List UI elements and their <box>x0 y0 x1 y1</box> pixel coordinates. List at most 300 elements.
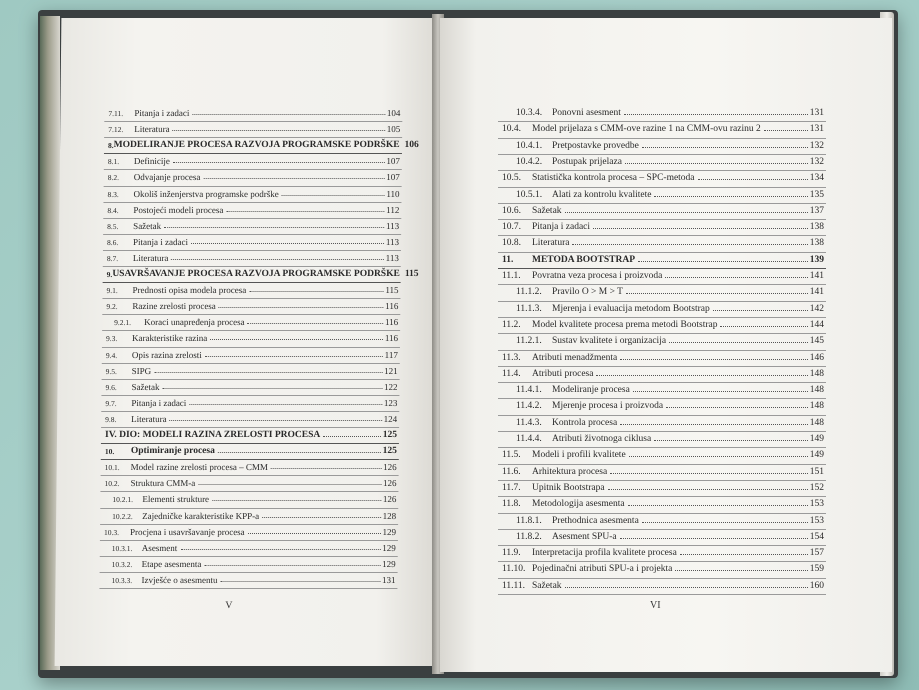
right-page <box>440 18 892 672</box>
toc-entry-title: Modeli i profili kvalitete <box>532 450 626 461</box>
toc-entry <box>502 238 824 248</box>
toc-entry <box>107 205 399 215</box>
toc-leader-dots <box>629 455 808 457</box>
toc-entry <box>112 559 396 569</box>
toc-rule <box>100 572 398 573</box>
toc-entry <box>516 287 824 297</box>
toc-entry-number: 11. <box>502 254 514 265</box>
toc-rule <box>101 475 399 476</box>
toc-leader-dots <box>171 258 383 260</box>
toc-entry-page: 129 <box>382 558 396 569</box>
toc-rule <box>103 266 401 267</box>
toc-entry <box>516 532 824 542</box>
toc-entry-title: Arhitektura procesa <box>532 466 608 477</box>
toc-entry-title: Izvješće o asesmentu <box>141 574 218 585</box>
toc-entry-page: 124 <box>383 413 398 424</box>
toc-entry-number: 9.7. <box>105 398 117 408</box>
toc-entry-number: 11.4.3. <box>516 417 542 428</box>
toc-entry-title: Sažetak <box>532 580 562 591</box>
toc-entry-title: Model kvalitete procesa prema metodi Bootstrap <box>532 319 718 330</box>
toc-leader-dots <box>713 309 808 311</box>
toc-entry <box>112 494 396 504</box>
toc-entry-title: USAVRŠAVANJE PROCESA RAZVOJA PROGRAMSKE PODRŠKE <box>112 269 400 279</box>
toc-rule <box>101 443 399 444</box>
toc-entry-title: Literatura <box>132 252 169 263</box>
toc-entry-title: Statistička kontrola procesa – SPC-metoda <box>532 173 695 184</box>
toc-rule <box>100 524 398 525</box>
toc-entry <box>516 434 824 444</box>
toc-entry-title: Procjena i usavršavanje procesa <box>129 526 245 537</box>
toc-entry-title: Mjerenja i evaluacija metodom Bootstrap <box>552 303 710 314</box>
toc-entry <box>516 304 824 314</box>
toc-entry <box>502 353 824 363</box>
toc-entry-page: 148 <box>809 401 824 412</box>
toc-leader-dots <box>191 242 384 244</box>
toc-entry-number: 10.3.3. <box>111 575 133 585</box>
toc-entry-title: Alati za kontrolu kvalitete <box>552 189 652 200</box>
toc-entry-number: 11.8.1. <box>516 515 542 526</box>
toc-rule <box>498 235 826 236</box>
toc-leader-dots <box>226 210 384 212</box>
toc-entry-title: Koraci unapređenja procesa <box>144 317 245 328</box>
left-page <box>55 18 440 666</box>
toc-entry <box>104 527 396 537</box>
toc-entry-title: Pravilo O > M > T <box>552 287 623 298</box>
toc-leader-dots <box>323 435 381 437</box>
toc-rule <box>498 447 826 448</box>
toc-entry-title: Ponovni asesment <box>552 108 621 118</box>
toc-rule <box>498 415 826 416</box>
toc-leader-dots <box>173 129 385 131</box>
toc-entry <box>516 190 824 200</box>
toc-entry <box>107 253 399 263</box>
toc-entry-number: 10.3. <box>103 527 120 537</box>
toc-entry-number: 7.11. <box>108 109 124 118</box>
toc-entry <box>516 516 824 526</box>
toc-entry <box>108 124 400 134</box>
toc-entry-page: 132 <box>809 140 824 151</box>
toc-entry-title: Povratna veza procesa i proizvoda <box>532 271 663 281</box>
toc-entry-title: Pitanja i zadaci <box>132 236 189 247</box>
toc-leader-dots <box>665 276 807 278</box>
toc-rule <box>103 250 401 251</box>
toc-leader-dots <box>608 488 808 490</box>
toc-entry-number: 10.8. <box>502 238 521 249</box>
toc-rule <box>498 252 826 253</box>
toc-entry-page: 149 <box>809 434 824 444</box>
toc-entry-page: 105 <box>386 124 401 135</box>
toc-entry-page: 138 <box>809 222 824 233</box>
toc-entry-title: Kontrola procesa <box>552 417 618 428</box>
toc-entry-page: 157 <box>809 548 824 559</box>
toc-entry <box>106 301 398 311</box>
toc-rule <box>101 411 399 412</box>
toc-rule <box>498 480 826 481</box>
toc-entry-page: 123 <box>383 397 398 408</box>
toc-entry-number: 10.2.2. <box>112 511 133 521</box>
toc-entry-title: Postupak prijelaza <box>552 156 622 167</box>
toc-entry-page: 110 <box>386 188 400 199</box>
toc-entry <box>502 124 824 134</box>
toc-rule <box>498 464 826 465</box>
toc-leader-dots <box>624 113 808 115</box>
toc-entry-number: 10.5.1. <box>516 189 543 200</box>
toc-entry-title: Literatura <box>532 238 570 249</box>
toc-rule <box>498 561 826 562</box>
toc-rule <box>101 459 399 460</box>
toc-entry-title: SIPG <box>131 365 152 376</box>
toc-entry-number: 10.3.2. <box>111 559 133 569</box>
toc-entry <box>516 108 824 118</box>
toc-rule <box>498 431 826 432</box>
toc-rule <box>498 301 826 302</box>
toc-leader-dots <box>764 129 808 131</box>
toc-entry-page: 132 <box>809 156 824 167</box>
toc-entry-number: 11.9. <box>502 548 521 559</box>
toc-leader-dots <box>205 355 383 357</box>
toc-leader-dots <box>180 548 380 550</box>
toc-entry <box>106 366 398 376</box>
toc-entry <box>502 222 824 232</box>
toc-entry-page: 134 <box>809 173 824 184</box>
toc-leader-dots <box>220 580 380 582</box>
toc-leader-dots <box>642 521 808 523</box>
toc-entry-title: Mjerenje procesa i proizvoda <box>552 401 664 412</box>
toc-entry-number: 11.5. <box>502 450 521 461</box>
toc-entry-title: Atributi životnoga ciklusa <box>552 434 652 444</box>
toc-rule <box>103 202 401 203</box>
toc-entry <box>516 401 824 411</box>
toc-leader-dots <box>675 569 807 571</box>
toc-rule <box>103 234 401 235</box>
toc-leader-dots <box>282 194 385 196</box>
toc-entry-page: 153 <box>809 499 824 510</box>
toc-entry-page: 151 <box>809 466 824 477</box>
toc-entry <box>502 467 824 477</box>
toc-rule <box>498 578 826 579</box>
toc-leader-dots <box>654 195 807 197</box>
toc-entry-title: Sažetak <box>532 205 562 216</box>
toc-entry-title: Razine zrelosti procesa <box>132 301 216 312</box>
toc-leader-dots <box>628 504 808 506</box>
toc-entry-page: 149 <box>809 450 824 461</box>
toc-rule <box>498 545 826 546</box>
toc-entry-number: 11.6. <box>502 466 521 477</box>
toc-leader-dots <box>620 537 808 539</box>
toc-entry <box>108 172 400 182</box>
toc-entry-number: 9.3. <box>105 334 118 344</box>
toc-rule <box>104 137 402 138</box>
toc-rule <box>498 154 826 155</box>
toc-rule <box>102 298 400 299</box>
toc-entry <box>106 269 419 279</box>
toc-entry-title: Optimiranje procesa <box>130 446 215 457</box>
toc-leader-dots <box>170 419 382 421</box>
toc-entry <box>502 483 824 493</box>
toc-entry <box>516 418 824 428</box>
toc-entry-number: 9. <box>106 270 113 279</box>
toc-leader-dots <box>680 553 808 555</box>
toc-entry-page: 115 <box>385 285 399 296</box>
toc-leader-dots <box>212 499 381 501</box>
toc-entry-number: 10.5. <box>502 173 521 184</box>
toc-entry <box>106 333 398 343</box>
toc-entry-title: Prednosti opisa modela procesa <box>132 285 247 296</box>
toc-rule <box>498 187 826 188</box>
toc-entry-title: Literatura <box>134 124 170 135</box>
toc-entry <box>105 398 397 408</box>
toc-entry <box>106 285 398 295</box>
toc-leader-dots <box>620 423 808 425</box>
toc-rule <box>498 203 826 204</box>
toc-entry-title: MODELIRANJE PROCESA RAZVOJA PROGRAMSKE PODRŠKE <box>113 140 400 151</box>
toc-entry-number: 8.4. <box>107 205 119 215</box>
toc-leader-dots <box>638 260 808 262</box>
toc-entry-page: 113 <box>385 220 400 231</box>
toc-leader-dots <box>271 467 381 469</box>
toc-rule <box>498 317 826 318</box>
toc-leader-dots <box>154 371 382 373</box>
toc-rule <box>498 594 826 595</box>
toc-entry-title: Sustav kvalitete i organizacija <box>552 336 667 347</box>
toc-entry <box>108 140 419 151</box>
toc-entry-page: 137 <box>809 205 824 216</box>
toc-entry-title: Interpretacija profila kvalitete procesa <box>532 548 677 559</box>
toc-entry-page: 148 <box>809 385 824 396</box>
toc-leader-dots <box>654 439 808 441</box>
toc-entry-page: 141 <box>809 271 824 281</box>
toc-entry-number: 7.12. <box>108 125 124 135</box>
toc-entry <box>114 317 398 327</box>
toc-leader-dots <box>192 113 385 115</box>
toc-entry-number: 11.1. <box>502 271 521 281</box>
toc-entry-number: 11.1.2. <box>516 287 542 298</box>
toc-entry-number: 10.2.1. <box>112 495 134 505</box>
toc-leader-dots <box>162 387 382 389</box>
toc-rule <box>100 540 398 541</box>
toc-entry <box>112 543 396 553</box>
toc-entry-page: 117 <box>384 349 398 360</box>
toc-entry-title: Pitanja i zadaci <box>131 397 187 408</box>
toc-entry-number: 11.8. <box>502 499 521 510</box>
toc-entry-number: 11.4. <box>502 368 521 379</box>
toc-entry-page: 106 <box>404 140 419 151</box>
toc-entry <box>502 206 824 216</box>
toc-leader-dots <box>204 564 380 566</box>
toc-entry <box>105 414 397 424</box>
toc-entry-page: 116 <box>384 317 399 328</box>
toc-entry-page: 126 <box>382 478 397 489</box>
toc-entry-page: 152 <box>809 482 824 493</box>
toc-entry-number: 11.4.4. <box>516 434 542 444</box>
toc-entry-number: 10.2. <box>104 479 120 489</box>
toc-entry <box>104 478 396 488</box>
toc-rule <box>498 513 826 514</box>
toc-entry-number: 9.2.1. <box>114 318 132 328</box>
toc-entry-title: Etape asesmenta <box>141 558 202 569</box>
toc-leader-dots <box>610 472 808 474</box>
toc-rule <box>101 427 399 428</box>
toc-entry-number: 10.3.1. <box>111 543 133 553</box>
toc-entry <box>105 430 397 440</box>
toc-entry-title: Asesment <box>141 542 178 553</box>
toc-entry <box>502 173 824 183</box>
toc-entry-title: Elementi strukture <box>142 494 210 505</box>
toc-leader-dots <box>596 374 807 376</box>
toc-entry <box>516 336 824 346</box>
toc-entry-page: 145 <box>809 336 824 347</box>
toc-leader-dots <box>248 322 383 324</box>
toc-rule <box>498 350 826 351</box>
toc-leader-dots <box>210 338 383 340</box>
toc-entry-page: 125 <box>382 430 398 440</box>
toc-entry-number: 10.4. <box>502 124 521 135</box>
toc-entry-title: Pitanja i zadaci <box>532 222 591 233</box>
toc-entry <box>502 271 824 281</box>
toc-entry <box>105 382 397 392</box>
toc-entry-page: 148 <box>809 368 824 379</box>
toc-rule <box>103 282 401 283</box>
toc-entry-number: 11.11. <box>502 580 526 591</box>
toc-entry-title: Sažetak <box>133 220 162 231</box>
toc-rule <box>102 363 400 364</box>
toc-entry-title: Struktura CMM-a <box>130 478 196 489</box>
toc-entry-number: 10.4.2. <box>516 156 543 167</box>
toc-leader-dots <box>248 532 381 534</box>
toc-rule <box>498 366 826 367</box>
toc-rule <box>104 121 402 122</box>
toc-entry-page: 144 <box>809 319 824 330</box>
toc-leader-dots <box>698 178 808 180</box>
toc-rule <box>498 170 826 171</box>
toc-entry-number: 8.3. <box>107 189 119 199</box>
toc-entry-page: 104 <box>386 108 401 118</box>
toc-entry-number: 11.3. <box>502 352 521 363</box>
toc-entry-page: 115 <box>404 269 419 279</box>
toc-leader-dots <box>218 451 381 453</box>
toc-rule <box>498 284 826 285</box>
toc-entry <box>108 156 400 166</box>
toc-entry-number: 9.5. <box>105 366 117 376</box>
toc-leader-dots <box>198 483 381 485</box>
toc-entry-number: 11.10. <box>502 564 526 575</box>
toc-entry-number: 9.2. <box>106 302 118 312</box>
toc-entry-page: 160 <box>809 580 824 591</box>
toc-entry-number: 8.5. <box>107 221 119 231</box>
toc-entry <box>106 350 398 360</box>
toc-rule <box>498 382 826 383</box>
toc-entry <box>502 255 824 265</box>
toc-entry <box>502 499 824 509</box>
toc-rule <box>498 219 826 220</box>
toc-rule <box>104 153 402 154</box>
toc-entry-number: 10.3.4. <box>516 108 543 118</box>
toc-entry-page: 112 <box>386 204 400 215</box>
toc-leader-dots <box>720 325 807 327</box>
toc-entry-title: Modeliranje procesa <box>552 385 630 396</box>
toc-rule <box>104 169 402 170</box>
toc-rule <box>102 314 400 315</box>
toc-leader-dots <box>262 516 381 518</box>
toc-entry <box>108 189 400 199</box>
toc-entry-number: 11.4.2. <box>516 401 542 412</box>
toc-entry-title: Asesment SPU-a <box>552 531 617 542</box>
toc-rule <box>498 138 826 139</box>
toc-entry-number: 10.4.1. <box>516 140 543 151</box>
toc-entry-page: 131 <box>809 124 824 135</box>
toc-rule <box>498 496 826 497</box>
toc-leader-dots <box>633 390 808 392</box>
toc-entry <box>105 462 397 472</box>
toc-rule <box>101 395 399 396</box>
toc-entry-number: 8.2. <box>107 173 120 183</box>
toc-entry-number: 11.2. <box>502 319 521 330</box>
toc-entry-page: 131 <box>381 574 396 585</box>
toc-entry-title: IV. DIO: MODELI RAZINA ZRELOSTI PROCESA <box>104 430 321 440</box>
toc-entry-number: 11.1.3. <box>516 303 542 314</box>
toc-entry-title: Karakteristike razina <box>131 333 208 344</box>
toc-entry-page: 139 <box>809 254 824 265</box>
toc-rule <box>498 398 826 399</box>
toc-entry-number: 8.7. <box>106 253 119 263</box>
toc-entry-page: 126 <box>382 494 397 505</box>
toc-entry-page: 113 <box>385 236 400 247</box>
toc-entry-title: Definicije <box>133 156 170 167</box>
toc-entry-title: Odvajanje procesa <box>133 172 201 183</box>
toc-entry-number: 10.7. <box>502 222 521 233</box>
toc-leader-dots <box>625 162 808 164</box>
toc-entry-page: 129 <box>382 542 396 553</box>
toc-entry-number: 8. <box>108 141 114 151</box>
toc-rule <box>100 556 398 557</box>
toc-entry-page: 122 <box>383 381 398 392</box>
toc-entry-page: 131 <box>809 108 824 118</box>
toc-leader-dots <box>572 243 807 245</box>
toc-leader-dots <box>593 227 808 229</box>
toc-rule <box>100 491 398 492</box>
toc-entry-page: 113 <box>385 252 399 263</box>
toc-entry <box>105 446 397 456</box>
toc-entry-title: Zajedničke karakteristike KPP-a <box>142 510 260 521</box>
toc-entry-number: 9.6. <box>105 382 117 392</box>
toc-entry-page: 153 <box>809 515 824 526</box>
toc-entry-title: Pitanja i zadaci <box>134 108 190 118</box>
toc-leader-dots <box>565 586 808 588</box>
toc-entry <box>107 237 399 247</box>
toc-rule <box>102 330 400 331</box>
toc-entry-title: Literatura <box>131 413 167 424</box>
toc-entry-number: 11.8.2. <box>516 531 542 542</box>
toc-entry <box>112 511 396 521</box>
toc-leader-dots <box>642 146 808 148</box>
toc-leader-dots <box>620 358 808 360</box>
toc-entry-number: 8.6. <box>106 237 119 247</box>
toc-entry-number: 11.2.1. <box>516 336 542 347</box>
toc-entry <box>502 548 824 558</box>
toc-leader-dots <box>219 306 383 308</box>
toc-rule <box>104 186 402 187</box>
toc-rule <box>498 333 826 334</box>
toc-rule <box>498 529 826 530</box>
toc-leader-dots <box>203 177 384 179</box>
toc-entry-title: Sažetak <box>131 381 160 392</box>
toc-rule <box>102 379 400 380</box>
toc-entry <box>108 108 400 118</box>
toc-entry-number: 10.1. <box>104 463 120 473</box>
toc-rule <box>102 347 400 348</box>
toc-entry-number: 10.6. <box>502 205 521 216</box>
toc-entry-number: 11.7. <box>502 482 521 493</box>
